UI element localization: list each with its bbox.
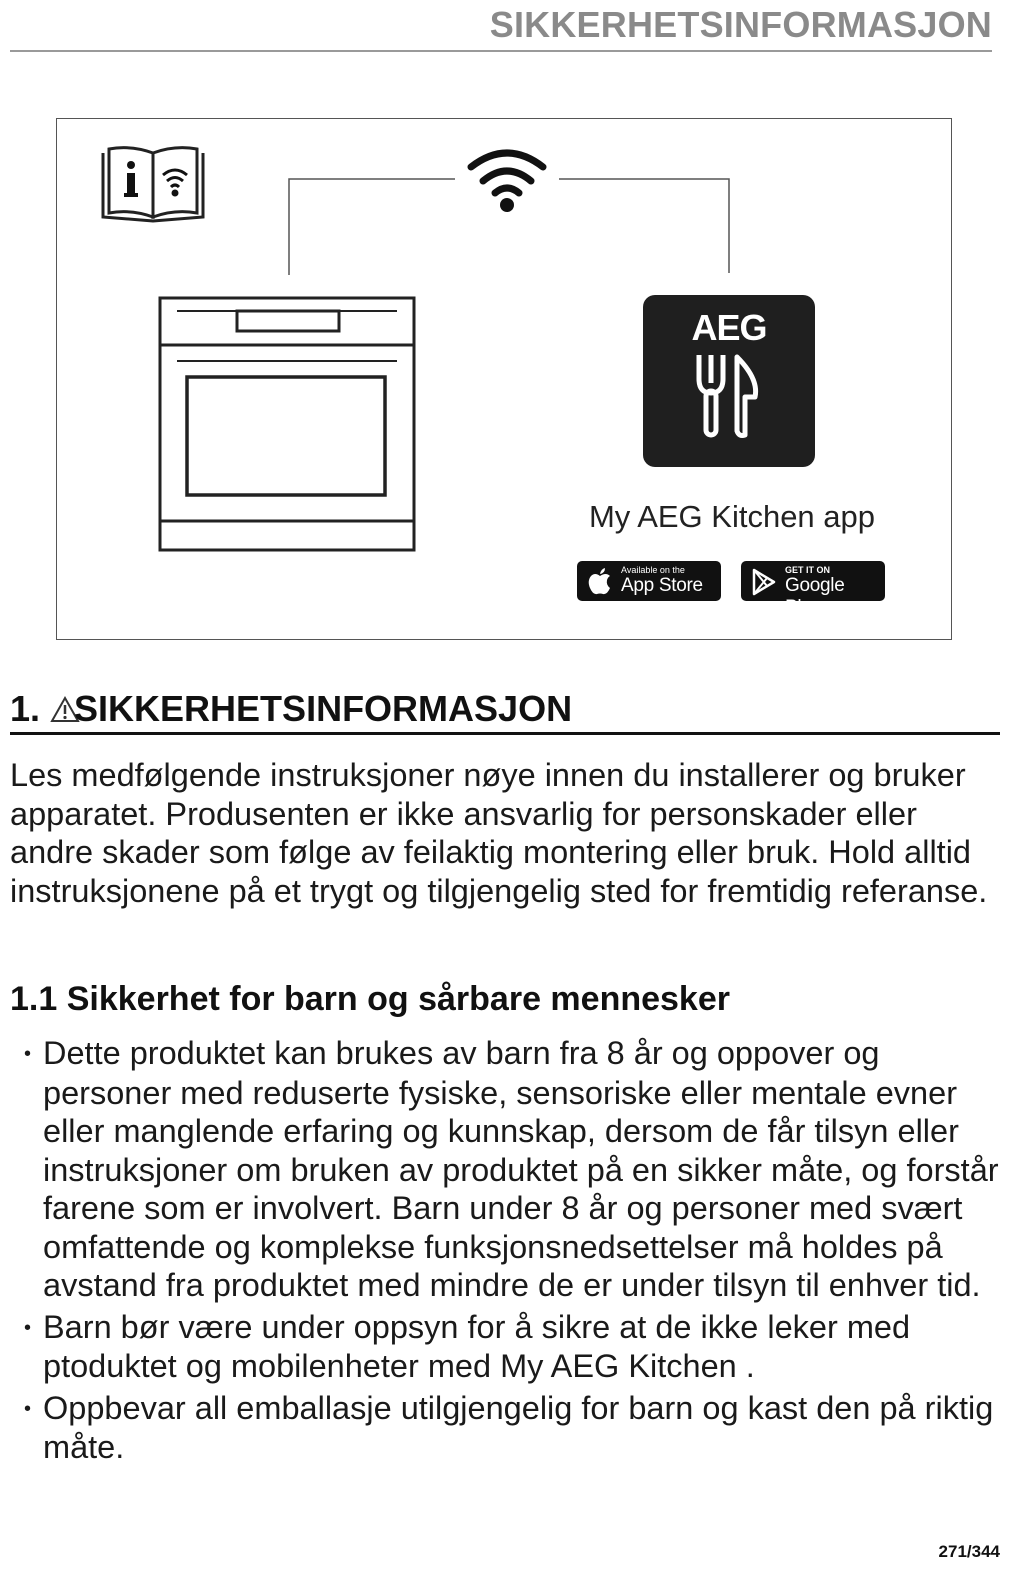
section-number: 1. (10, 688, 41, 729)
intro-paragraph: Les medfølgende instruksjoner nøye innen du installerer og bruker apparatet. Produsenten er ikke ansvarlig for personskader eller andre skader som følge av feilaktig montering eller bruk. Hold alltid instruksjonene på et trygt og tilgjengelig sted for fremtidig referanse. (10, 757, 988, 909)
app-store-badge[interactable] (577, 561, 721, 601)
manual-info-wifi-icon (99, 145, 209, 229)
app-store-small-text: Available on the (621, 565, 685, 575)
oven-icon (157, 295, 417, 553)
list-item (10, 1389, 1008, 1467)
google-play-badge[interactable] (741, 561, 885, 618)
page-header-title: SIKKERHETSINFORMASJON (489, 4, 992, 45)
wifi-icon (465, 145, 549, 215)
page-number: 271/344 (938, 1542, 1000, 1561)
bullet-text: Oppbevar all emballasje utilgjengelig for barn og kast den på riktig måte. (43, 1389, 994, 1465)
google-play-label: Google Play (785, 575, 845, 618)
bullet-icon: • (24, 1316, 32, 1339)
section-title: SIKKERHETSINFORMASJON (74, 688, 573, 729)
app-caption: My AEG Kitchen app (588, 499, 876, 534)
fork-knife-icon (693, 353, 765, 439)
section-divider (10, 732, 1000, 735)
bullet-text: Dette produktet kan brukes av barn fra 8 år og oppover og personer med reduserte fysiske, sensoriske eller mentale evner eller manglende erfaring og kunnskap, dersom de får tilsyn eller instruksjoner om bruken av produktet på en sikker måte, og forstår farene som er involvert. Barn under 8 år og personer med svært omfattende og komplekse funksjonsnedsettelser må holdes på avstand fra produktet med mindre de er under tilsyn til enhver tid. (43, 1035, 999, 1303)
list-item (10, 1308, 1008, 1386)
apple-icon (587, 568, 613, 596)
connectivity-illustration (56, 118, 952, 640)
google-play-icon (751, 568, 777, 596)
app-store-label: App Store (621, 575, 703, 596)
aeg-brand-label: AEG (691, 307, 767, 348)
bullet-icon: • (24, 1397, 32, 1420)
safety-bullet-list (10, 1034, 1008, 1470)
bullet-text: Barn bør være under oppsyn for å sikre at de ikke leker med ptoduktet og mobilenheter med My AEG Kitchen . (43, 1308, 911, 1384)
header-divider (10, 50, 992, 52)
google-play-small-text: GET IT ON (785, 565, 830, 575)
section-heading (10, 688, 572, 730)
bullet-icon: • (24, 1043, 32, 1065)
subsection-heading: 1.1 Sikkerhet for barn og sårbare mennesker (10, 980, 730, 1018)
aeg-app-icon (643, 295, 815, 467)
list-item (10, 1034, 1008, 1305)
